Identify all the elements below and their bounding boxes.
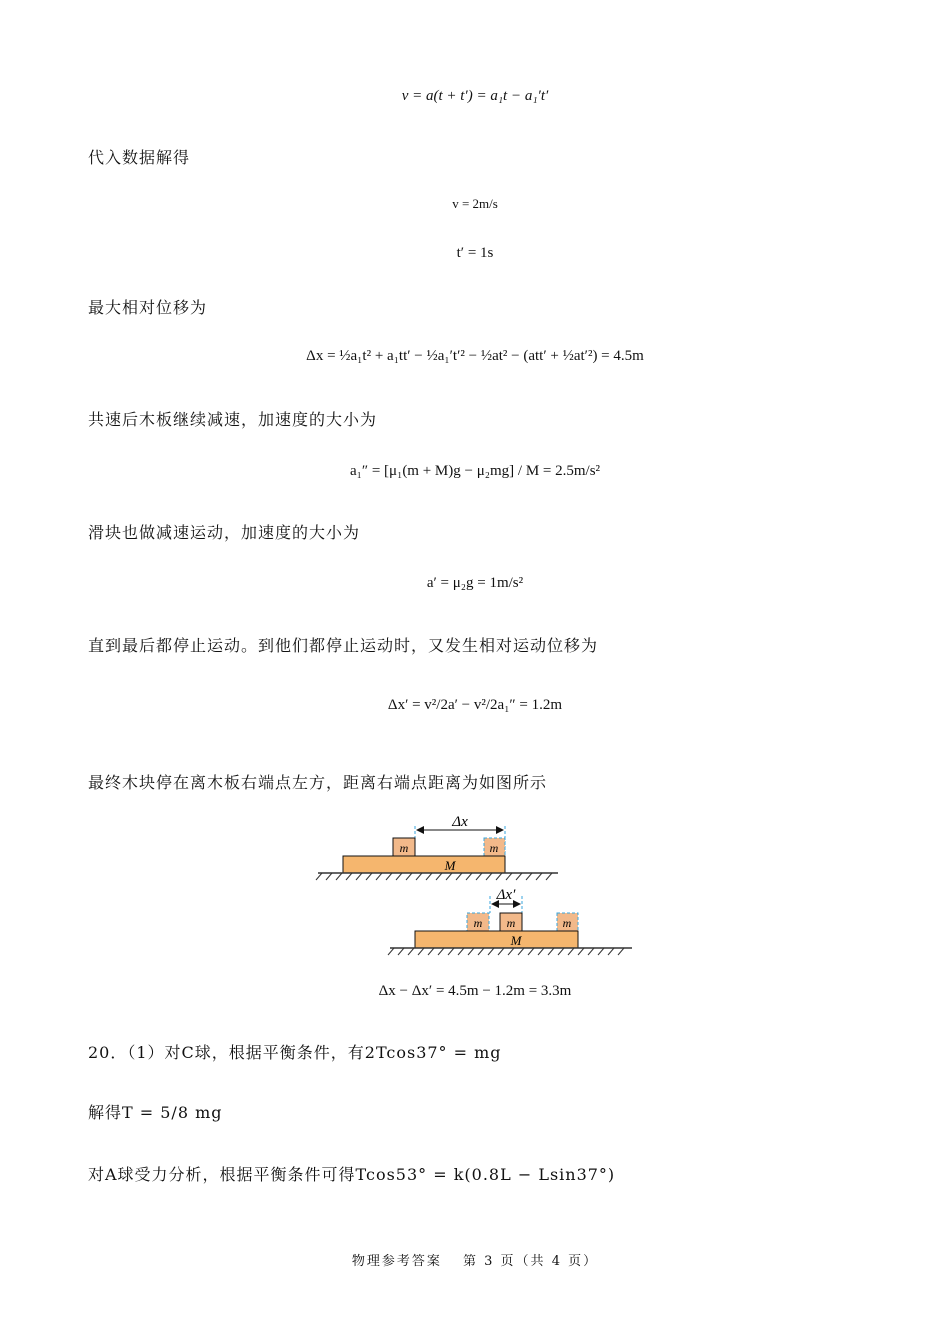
delta-x-label: Δx — [452, 814, 468, 830]
equation-velocity — [0, 88, 950, 105]
block-m-ghost-left-label: m — [473, 916, 483, 930]
text-ball-A-analysis: 对A球受力分析，根据平衡条件可得Tcos53° = k(0.8L − Lsin37°) — [88, 1165, 616, 1184]
equation-a1-double-prime: a₁″ = [μ₁(m + M)g − μ₂mg] / M = 2.5m/s² — [349, 463, 601, 479]
ground-top-hatch — [316, 873, 552, 880]
page-footer: 物理参考答案 第 3 页（共 4 页） — [351, 1254, 599, 1269]
text-final-position: 最终木块停在离木板右端点左方，距离右端点距离为如图所示 — [88, 773, 548, 792]
text-board-decelerate: 共速后木板继续减速，加速度的大小为 — [88, 410, 378, 429]
board-M-top — [343, 856, 505, 873]
text-slider-decelerate: 滑块也做减速运动，加速度的大小为 — [88, 523, 361, 542]
board-M-top-label: M — [444, 858, 456, 873]
block-m-start-label: m — [399, 841, 409, 855]
delta-x-prime-label: Δx′ — [496, 887, 516, 903]
block-m-final-label: m — [506, 916, 516, 930]
ground-bottom-hatch — [388, 948, 624, 955]
equation-delta-x-prime: Δx′ = v²/2a′ − v²/2a₁″ = 1.2m — [387, 697, 563, 713]
block-m-end-label: m — [489, 841, 499, 855]
block-board-diagram — [300, 808, 650, 968]
block-m-ghost-right-label: m — [562, 916, 572, 930]
board-M-bottom-label: M — [510, 933, 522, 948]
equation-t-result: t′ = 1s — [456, 245, 494, 261]
text-substitute: 代入数据解得 — [88, 148, 191, 167]
equation-a-prime: a′ = μ₂g = 1m/s² — [426, 575, 524, 591]
diagram-bottom — [388, 887, 632, 955]
diagram-top — [316, 814, 558, 880]
text-q20-part1: 20．（1）对C球，根据平衡条件，有2Tcos37° = mg — [88, 1043, 502, 1062]
text-relative-motion: 直到最后都停止运动。到他们都停止运动时，又发生相对运动位移为 — [88, 636, 599, 655]
equation-final-distance: Δx − Δx′ = 4.5m − 1.2m = 3.3m — [378, 983, 572, 999]
board-M-bottom — [415, 931, 578, 948]
text-solve-T: 解得T = 5/8 mg — [88, 1103, 223, 1122]
text-max-displacement: 最大相对位移为 — [88, 298, 208, 317]
eq-velocity-text: v = a(t + t′) = a₁t − a₁′t′ — [401, 88, 549, 104]
equation-delta-x: Δx = ½a₁t² + a₁tt′ − ½a₁′t′² − ½at² − (att′ + ½at′²) = 4.5m — [306, 348, 644, 364]
equation-v-result: v = 2m/s — [452, 196, 498, 211]
